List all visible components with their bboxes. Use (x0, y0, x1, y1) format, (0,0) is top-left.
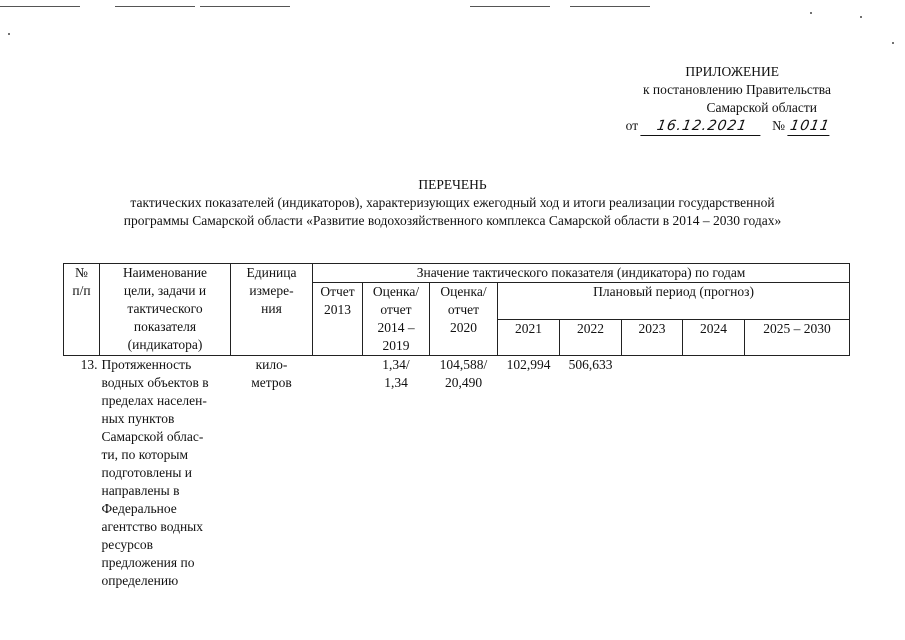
heading-line: тактических показателей (индикаторов), характеризующих ежегодный ход и итоги реализации государственной (130, 195, 775, 210)
handwritten-number: 1011 (788, 118, 832, 134)
row-value-2022: 506,633 (568, 357, 613, 372)
row-value-2024 (683, 356, 745, 591)
row-value-2013 (313, 356, 363, 591)
appendix-block (531, 63, 831, 136)
row-value-2020: 104,588/ 20,490 (439, 357, 488, 390)
handwritten-date: 16.12.2021 (640, 117, 763, 136)
appendix-title: ПРИЛОЖЕНИЕ (685, 64, 779, 79)
header-planned-group: Плановый период (прогноз) (498, 283, 850, 320)
header-year-2022: 2022 (560, 319, 622, 356)
header-year-2023: 2023 (622, 319, 683, 356)
row-name: Протяженность водных объектов в пределах населен- ных пунктов Самарской облас- ти, по которым подготовлены и направлены в Федеральное агентство водных ресурсов предложения по определению (101, 357, 209, 588)
scan-speck (8, 33, 10, 35)
appendix-signature-line (531, 117, 831, 136)
header-year-2024: 2024 (683, 319, 745, 356)
scan-top-line (570, 6, 650, 7)
scan-top-line (0, 6, 80, 7)
appendix-line: к постановлению Правительства (642, 82, 831, 97)
indicators-table (63, 263, 850, 590)
number-prefix: № (772, 118, 785, 133)
scan-speck (810, 12, 812, 14)
scan-speck (892, 42, 894, 44)
row-value-2025-2030 (745, 356, 850, 591)
row-num: 13. (80, 357, 98, 372)
header-year-2021: 2021 (498, 319, 560, 356)
heading-line: программы Самарской области «Развитие водохозяйственного комплекса Самарской области в 2014 – 2030 годах» (123, 213, 782, 228)
row-unit: кило- метров (251, 357, 292, 390)
row-value-2023 (622, 356, 683, 591)
header-values-group: Значение тактического показателя (индикатора) по годам (313, 264, 850, 283)
header-report-2013: Отчет 2013 (313, 283, 363, 356)
header-unit: Единица измере- ния (231, 264, 313, 356)
header-estimate-2020: Оценка/ отчет 2020 (430, 283, 498, 356)
scan-top-line (200, 6, 290, 7)
header-estimate-2014-2019: Оценка/ отчет 2014 – 2019 (363, 283, 430, 356)
row-value-2021: 102,994 (506, 357, 551, 372)
header-name: Наименование цели, задачи и тактического показателя (индикатора) (100, 264, 231, 356)
scan-speck (860, 16, 862, 18)
date-prefix: от (625, 118, 639, 133)
row-value-2014-2019: 1,34/ 1,34 (382, 357, 410, 390)
heading-title: ПЕРЕЧЕНЬ (418, 177, 487, 192)
appendix-line: Самарской области (706, 100, 817, 115)
header-num: № п/п (64, 264, 100, 356)
document-heading (0, 176, 905, 230)
scan-top-line (470, 6, 550, 7)
scan-top-line (115, 6, 195, 7)
header-year-2025-2030: 2025 – 2030 (745, 319, 850, 356)
table-row (64, 356, 850, 591)
